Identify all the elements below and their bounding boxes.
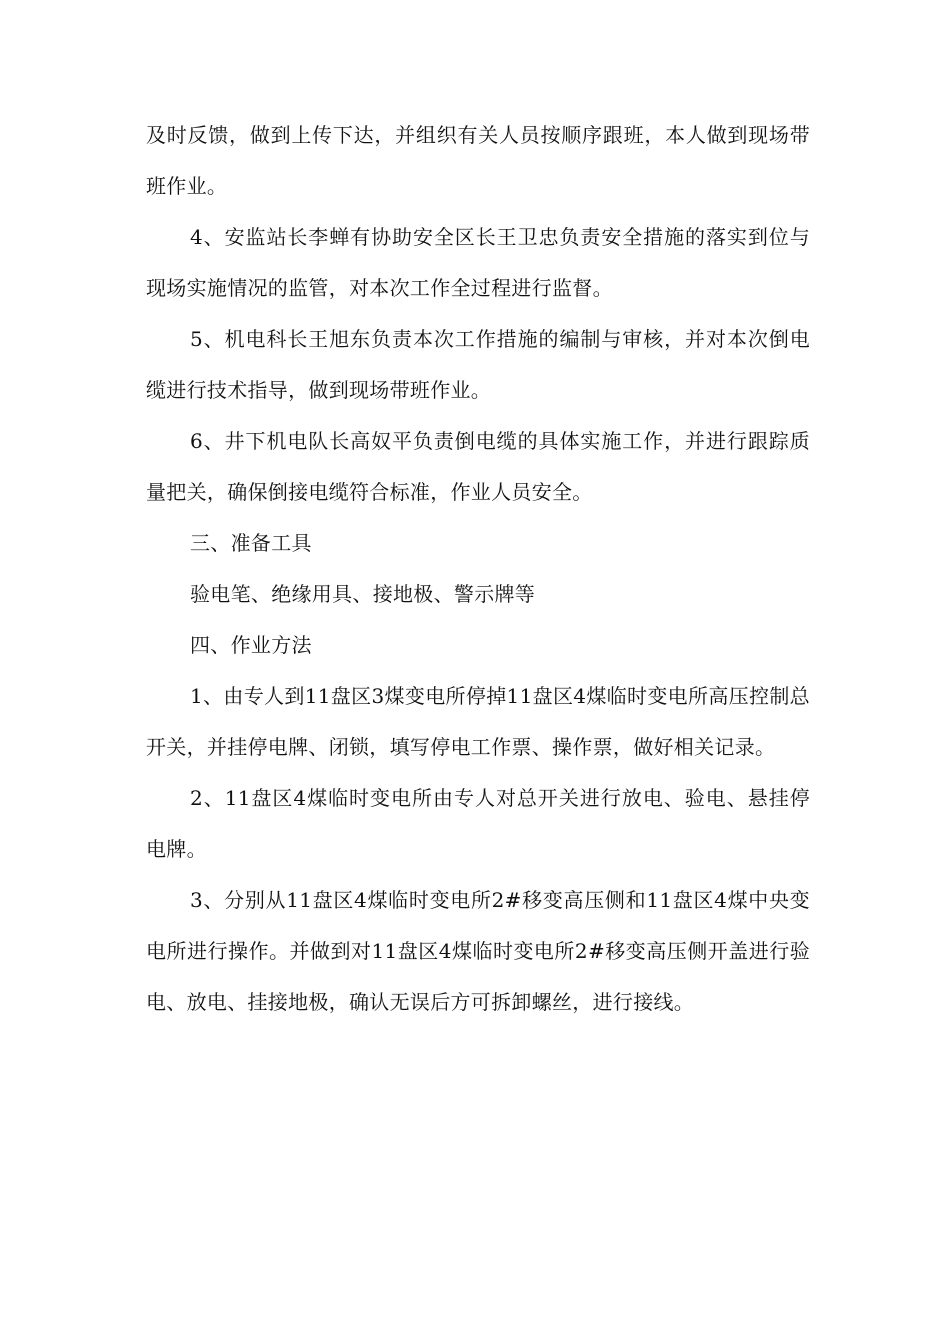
- paragraph-continuation: 及时反馈，做到上传下达，并组织有关人员按顺序跟班，本人做到现场带班作业。: [146, 123, 810, 198]
- method-step-3: 3、分别从11盘区4煤临时变电所2#移变高压侧和11盘区4煤中央变电所进行操作。并做到对11盘区4煤临时变电所2#移变高压侧开盖进行验电、放电、挂接地极，确认无误后方可拆卸螺丝，进行接线。: [146, 888, 810, 1014]
- section-heading-method: 四、作业方法: [190, 633, 312, 657]
- tools-list: 验电笔、绝缘用具、接地极、警示牌等: [190, 582, 536, 606]
- paragraph-item-5: 5、机电科长王旭东负责本次工作措施的编制与审核，并对本次倒电缆进行技术指导，做到现场带班作业。: [146, 327, 810, 402]
- method-step-1: 1、由专人到11盘区3煤变电所停掉11盘区4煤临时变电所高压控制总开关，并挂停电牌、闭锁，填写停电工作票、操作票，做好相关记录。: [146, 684, 810, 759]
- method-step-2: 2、11盘区4煤临时变电所由专人对总开关进行放电、验电、悬挂停电牌。: [146, 786, 810, 861]
- paragraph-item-4: 4、安监站长李蝉有协助安全区长王卫忠负责安全措施的落实到位与现场实施情况的监管，对本次工作全过程进行监督。: [146, 225, 810, 300]
- section-heading-tools: 三、准备工具: [190, 531, 312, 555]
- paragraph-item-6: 6、井下机电队长高奴平负责倒电缆的具体实施工作，并进行跟踪质量把关，确保倒接电缆符合标准，作业人员安全。: [146, 429, 810, 504]
- document-body: [146, 110, 810, 1028]
